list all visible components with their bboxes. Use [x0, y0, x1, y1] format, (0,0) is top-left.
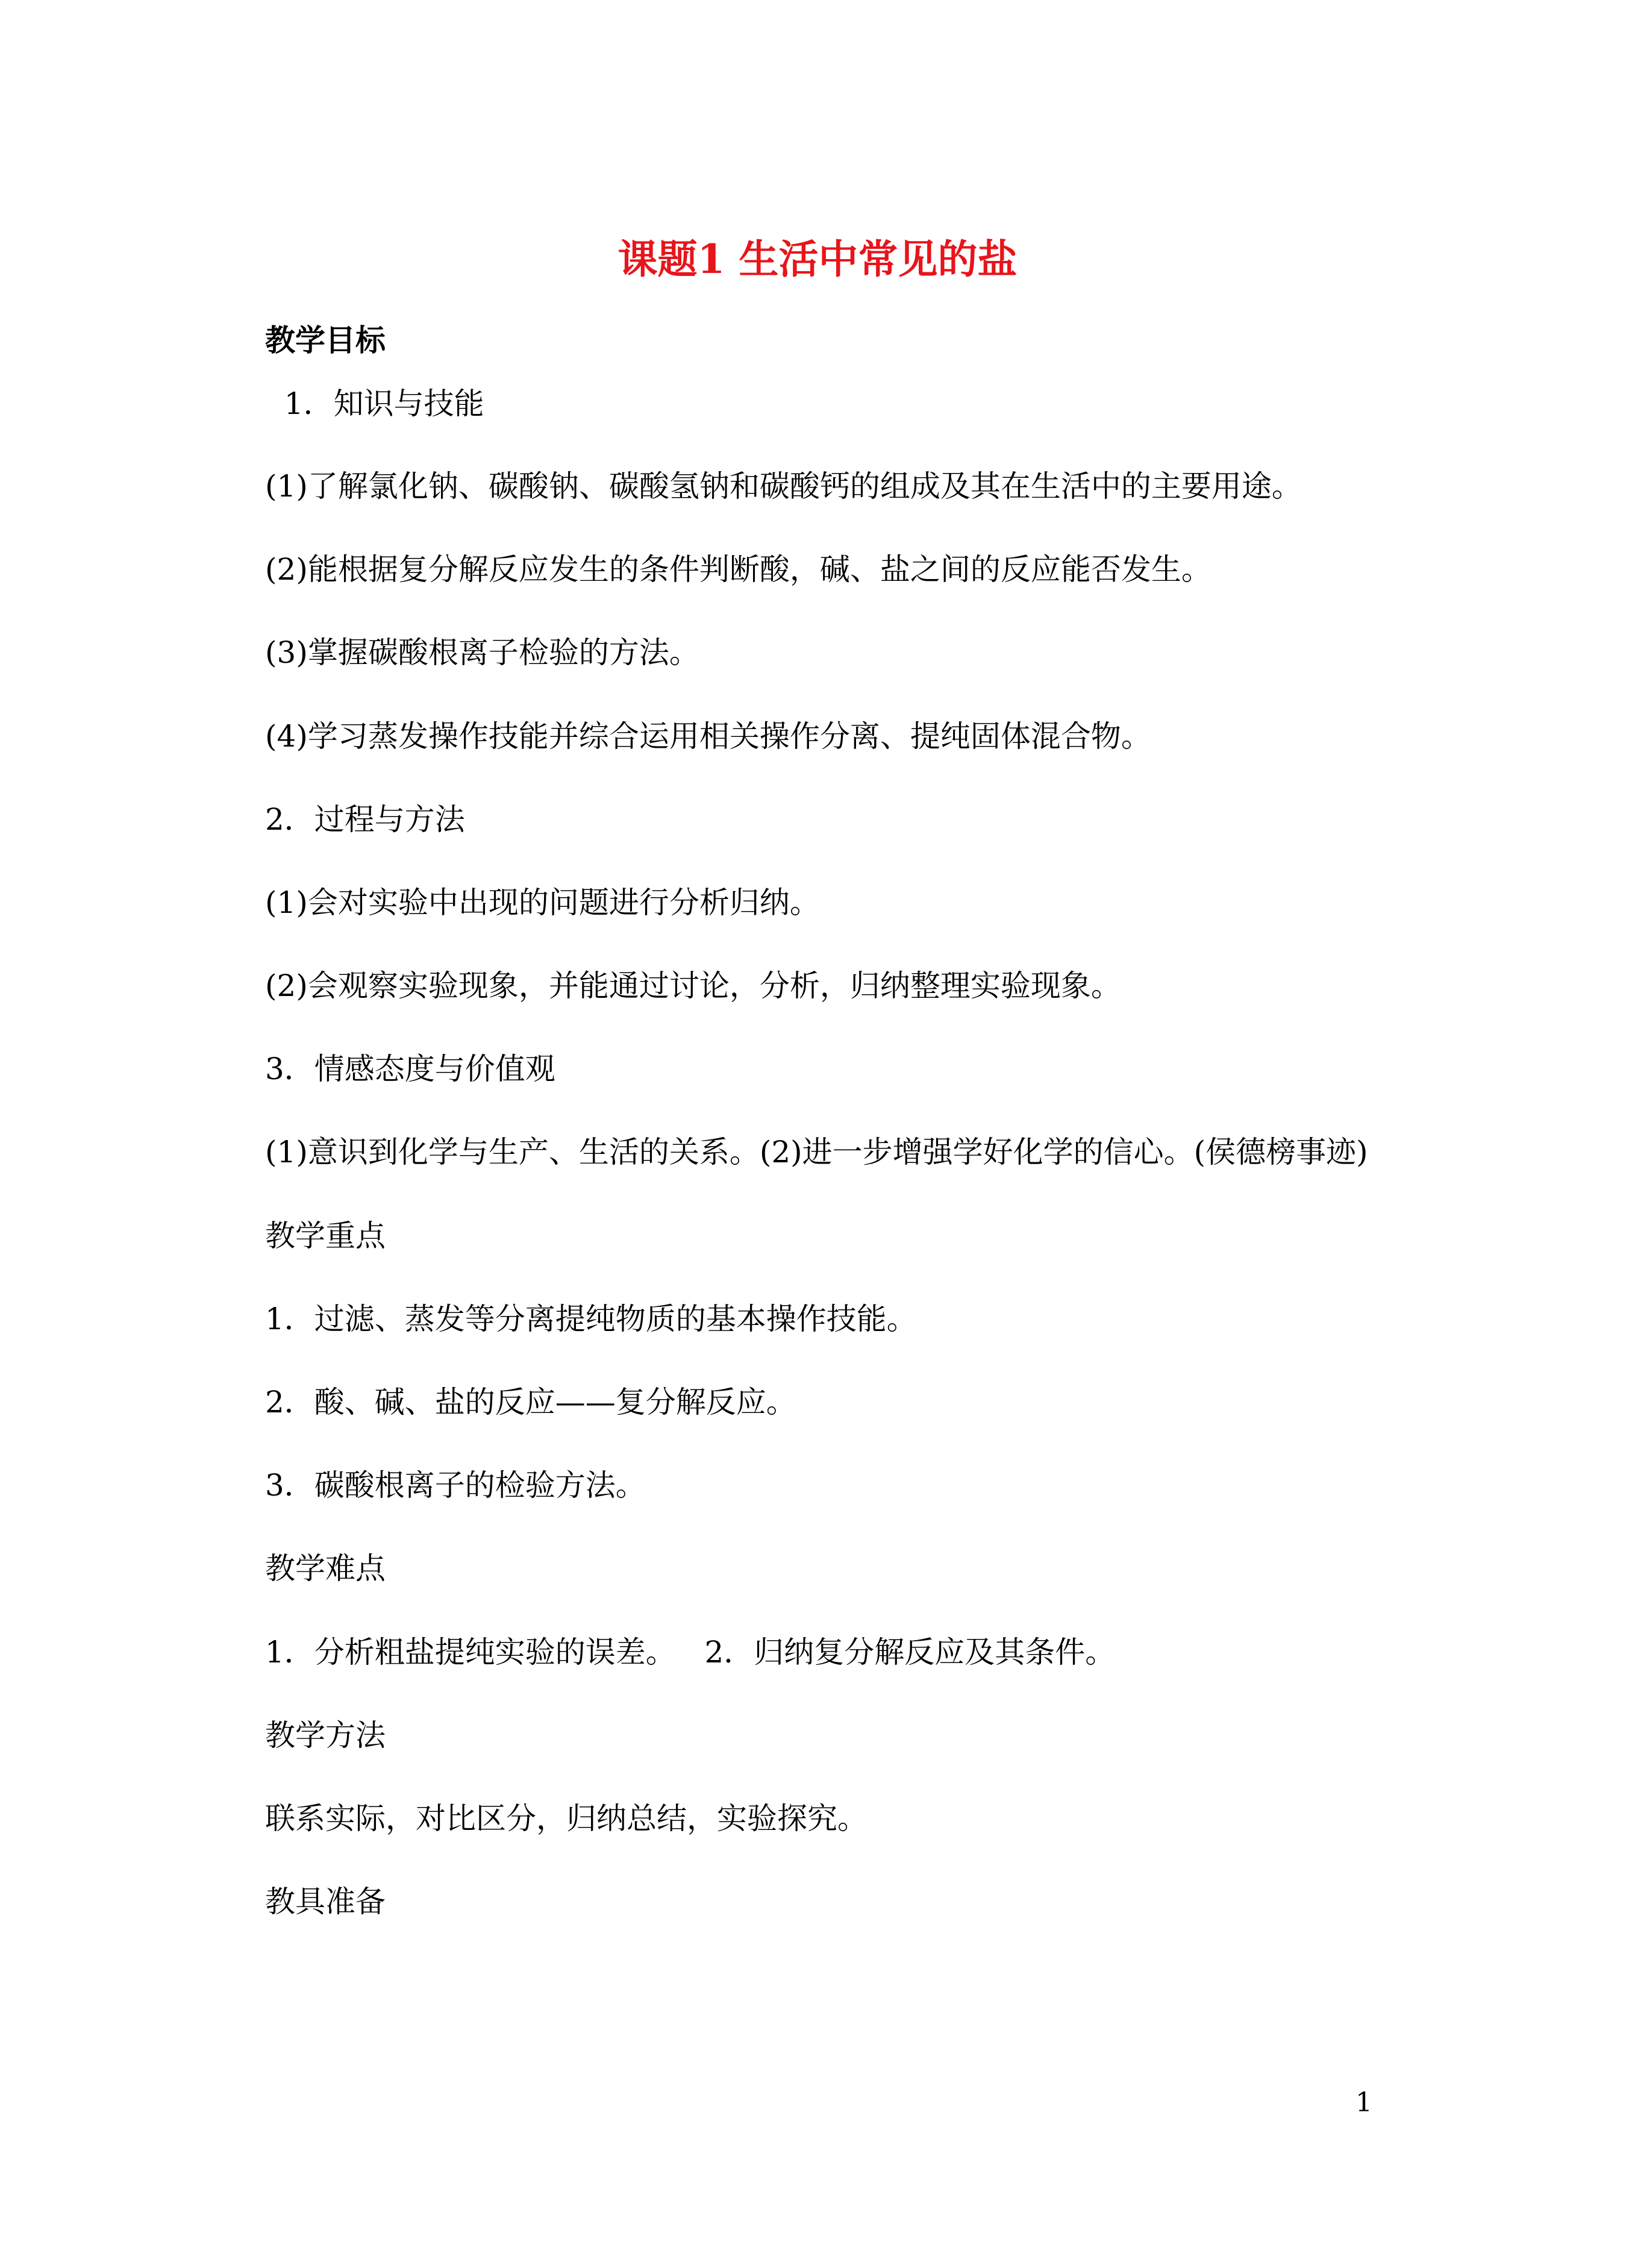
objective-item: (1)会对实验中出现的问题进行分析归纳。	[265, 885, 820, 920]
objective-item: (3)掌握碳酸根离子检验的方法。	[265, 635, 699, 670]
subheading-attitudes-values: 3．情感态度与价值观	[265, 1051, 555, 1086]
difficult-point-item: 1．分析粗盐提纯实验的误差。 2．归纳复分解反应及其条件。	[265, 1635, 1116, 1670]
objective-item: (2)会观察实验现象，并能通过讨论，分析，归纳整理实验现象。	[265, 968, 1121, 1003]
key-point-item: 1．过滤、蒸发等分离提纯物质的基本操作技能。	[265, 1302, 917, 1336]
heading-teaching-methods: 教学方法	[265, 1718, 386, 1753]
heading-teaching-objectives: 教学目标	[265, 322, 386, 358]
objective-item: (2)能根据复分解反应发生的条件判断酸，碱、盐之间的反应能否发生。	[265, 552, 1211, 587]
page-number: 1	[1355, 2087, 1372, 2118]
heading-difficult-points: 教学难点	[265, 1551, 386, 1586]
heading-teaching-aids: 教具准备	[265, 1884, 386, 1919]
teaching-methods-text: 联系实际，对比区分，归纳总结，实验探究。	[265, 1801, 868, 1836]
objective-item: (1)了解氯化钠、碳酸钠、碳酸氢钠和碳酸钙的组成及其在生活中的主要用途。	[265, 469, 1302, 504]
subheading-knowledge-skills: 1．知识与技能	[265, 386, 484, 421]
objective-item: (1)意识到化学与生产、生活的关系。(2)进一步增强学好化学的信心。(侯德榜事迹)	[265, 1135, 1368, 1170]
objective-item: (4)学习蒸发操作技能并综合运用相关操作分离、提纯固体混合物。	[265, 719, 1151, 754]
subheading-process-methods: 2．过程与方法	[265, 802, 465, 837]
heading-key-points: 教学重点	[265, 1218, 386, 1253]
key-point-item: 2．酸、碱、盐的反应——复分解反应。	[265, 1385, 796, 1420]
document-title: 课题1 生活中常见的盐	[617, 236, 1018, 283]
key-point-item: 3．碳酸根离子的检验方法。	[265, 1468, 646, 1503]
